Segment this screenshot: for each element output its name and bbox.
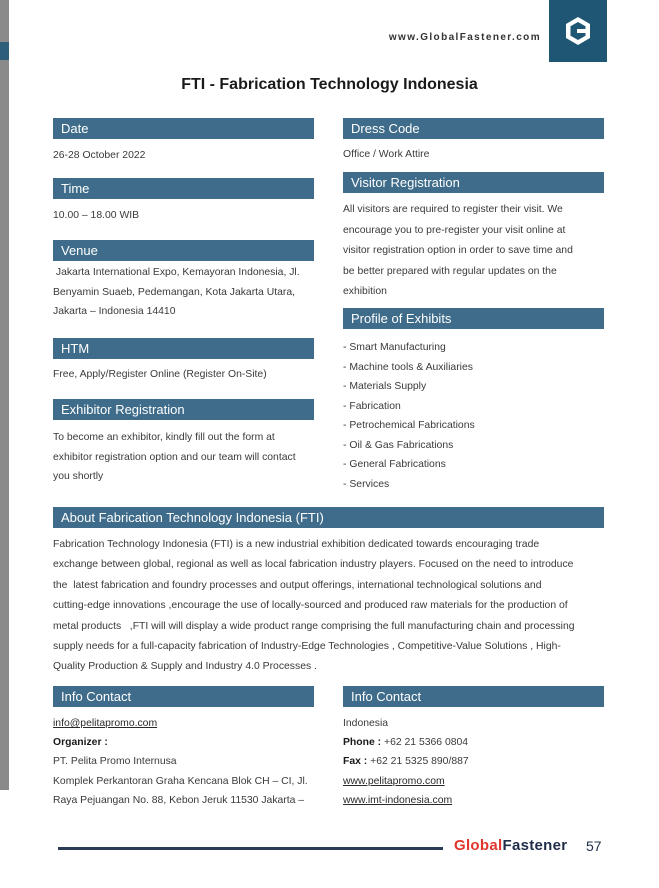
- phone-label: Phone :: [343, 737, 382, 749]
- exhibitor-text: [53, 428, 314, 487]
- list-item: - Petrochemical Fabrications: [343, 416, 604, 436]
- organizer-label: Organizer :: [53, 737, 108, 749]
- about-line: supply needs for a full-capacity fabrication of Industry-Edge Technologies , Competitive-Value Solutions , High-: [53, 641, 561, 653]
- info-contact-right: [343, 714, 604, 810]
- fax-label: Fax :: [343, 756, 368, 768]
- about-text: [53, 535, 604, 678]
- profile-exhibits-heading: Profile of Exhibits: [343, 308, 604, 329]
- list-item: - Machine tools & Auxiliaries: [343, 358, 604, 378]
- page-number: 57: [586, 838, 602, 854]
- globalfastener-logo-icon: [549, 0, 607, 62]
- date-value: 26-28 October 2022: [53, 150, 146, 161]
- header-site-url: www.GlobalFastener.com: [388, 32, 541, 43]
- exhibitor-line: exhibitor registration option and our team will contact: [53, 451, 296, 463]
- footer-brand-global: Global: [454, 837, 503, 854]
- g-logo-icon: [563, 16, 593, 46]
- about-heading: About Fabrication Technology Indonesia (FTI): [53, 507, 604, 528]
- visitor-line: be better prepared with regular updates on the: [343, 265, 557, 277]
- footer-brand-fastener: Fastener: [502, 837, 568, 854]
- contact-fax-row: [343, 752, 604, 771]
- contact-phone-row: [343, 733, 604, 752]
- about-line: cutting-edge innovations ,encourage the use of locally-sourced and produced raw materials for the production of: [53, 600, 568, 612]
- about-line: Fabrication Technology Indonesia (FTI) is a new industrial exhibition dedicated towards encouraging trade: [53, 539, 540, 550]
- htm-value: Free, Apply/Register Online (Register On-Site): [53, 369, 267, 380]
- info-contact-left-heading: Info Contact: [53, 686, 314, 707]
- date-heading: Date: [53, 118, 314, 139]
- about-line: metal products ,FTI will will display a wide product range comprising the full manufacturing chain and processing: [53, 620, 575, 632]
- list-item: - Services: [343, 475, 604, 495]
- left-margin-accent: [0, 42, 9, 60]
- time-value: 10.00 – 18.00 WIB: [53, 210, 140, 221]
- venue-line: Jakarta – Indonesia 14410: [53, 306, 176, 318]
- venue-text: [53, 263, 314, 322]
- organizer-line: PT. Pelita Promo Internusa: [53, 756, 177, 768]
- left-margin-bar: [0, 0, 9, 790]
- time-heading: Time: [53, 178, 314, 199]
- visitor-line: All visitors are required to register their visit. We: [343, 204, 563, 215]
- contact-country: Indonesia: [343, 718, 389, 729]
- info-contact-right-heading: Info Contact: [343, 686, 604, 707]
- organizer-line: Komplek Perkantoran Graha Kencana Blok CH – CI, Jl.: [53, 775, 308, 787]
- dress-code-value: Ofﬁce / Work Attire: [343, 149, 430, 160]
- venue-line: Benyamin Suaeb, Pedemangan, Kota Jakarta Utara,: [53, 286, 296, 298]
- visitor-registration-text: [343, 200, 604, 303]
- page-title: FTI - Fabrication Technology Indonesia: [181, 76, 478, 93]
- visitor-line: visitor registration option in order to save time and: [343, 245, 573, 256]
- exhibitor-line: To become an exhibitor, kindly fill out the form at: [53, 432, 275, 443]
- list-item: - Fabrication: [343, 397, 604, 417]
- visitor-line: encourage you to pre-register your visit online at: [343, 224, 566, 236]
- website-link-imt-indonesia[interactable]: www.imt-indonesia.com: [343, 794, 453, 806]
- venue-line: Jakarta International Expo, Kemayoran Indonesia, Jl.: [53, 267, 300, 278]
- list-item: - Oil & Gas Fabrications: [343, 436, 604, 456]
- fax-value: +62 21 5325 890/887: [367, 756, 469, 768]
- dress-code-heading: Dress Code: [343, 118, 604, 139]
- exhibitor-heading: Exhibitor Registration: [53, 399, 314, 420]
- phone-value: +62 21 5366 0804: [381, 737, 469, 749]
- contact-email-link[interactable]: info@pelitapromo.com: [53, 718, 158, 729]
- profile-exhibits-list: [343, 338, 604, 494]
- about-line: Quality Production & Supply and Industry 4.0 Processes .: [53, 661, 317, 673]
- htm-heading: HTM: [53, 338, 314, 359]
- website-link-pelitapromo[interactable]: www.pelitapromo.com: [343, 775, 445, 787]
- list-item: - General Fabrications: [343, 455, 604, 475]
- footer-rule: [58, 847, 443, 850]
- list-item: - Materials Supply: [343, 377, 604, 397]
- visitor-line: exhibition: [343, 286, 387, 297]
- info-contact-left: [53, 714, 314, 810]
- exhibitor-line: you shortly: [53, 471, 104, 483]
- about-line: exchange between global, regional as well as local fabrication industry players. Focused on the need to introduce: [53, 559, 574, 571]
- about-line: the latest fabrication and foundry processes and output offerings, international technological solutions and: [53, 579, 542, 591]
- list-item: - Smart Manufacturing: [343, 338, 604, 358]
- organizer-line: Raya Pejuangan No. 88, Kebon Jeruk 11530 Jakarta –: [53, 794, 305, 806]
- visitor-registration-heading: Visitor Registration: [343, 172, 604, 193]
- footer-brand-logo: [454, 837, 567, 854]
- venue-heading: Venue: [53, 240, 314, 261]
